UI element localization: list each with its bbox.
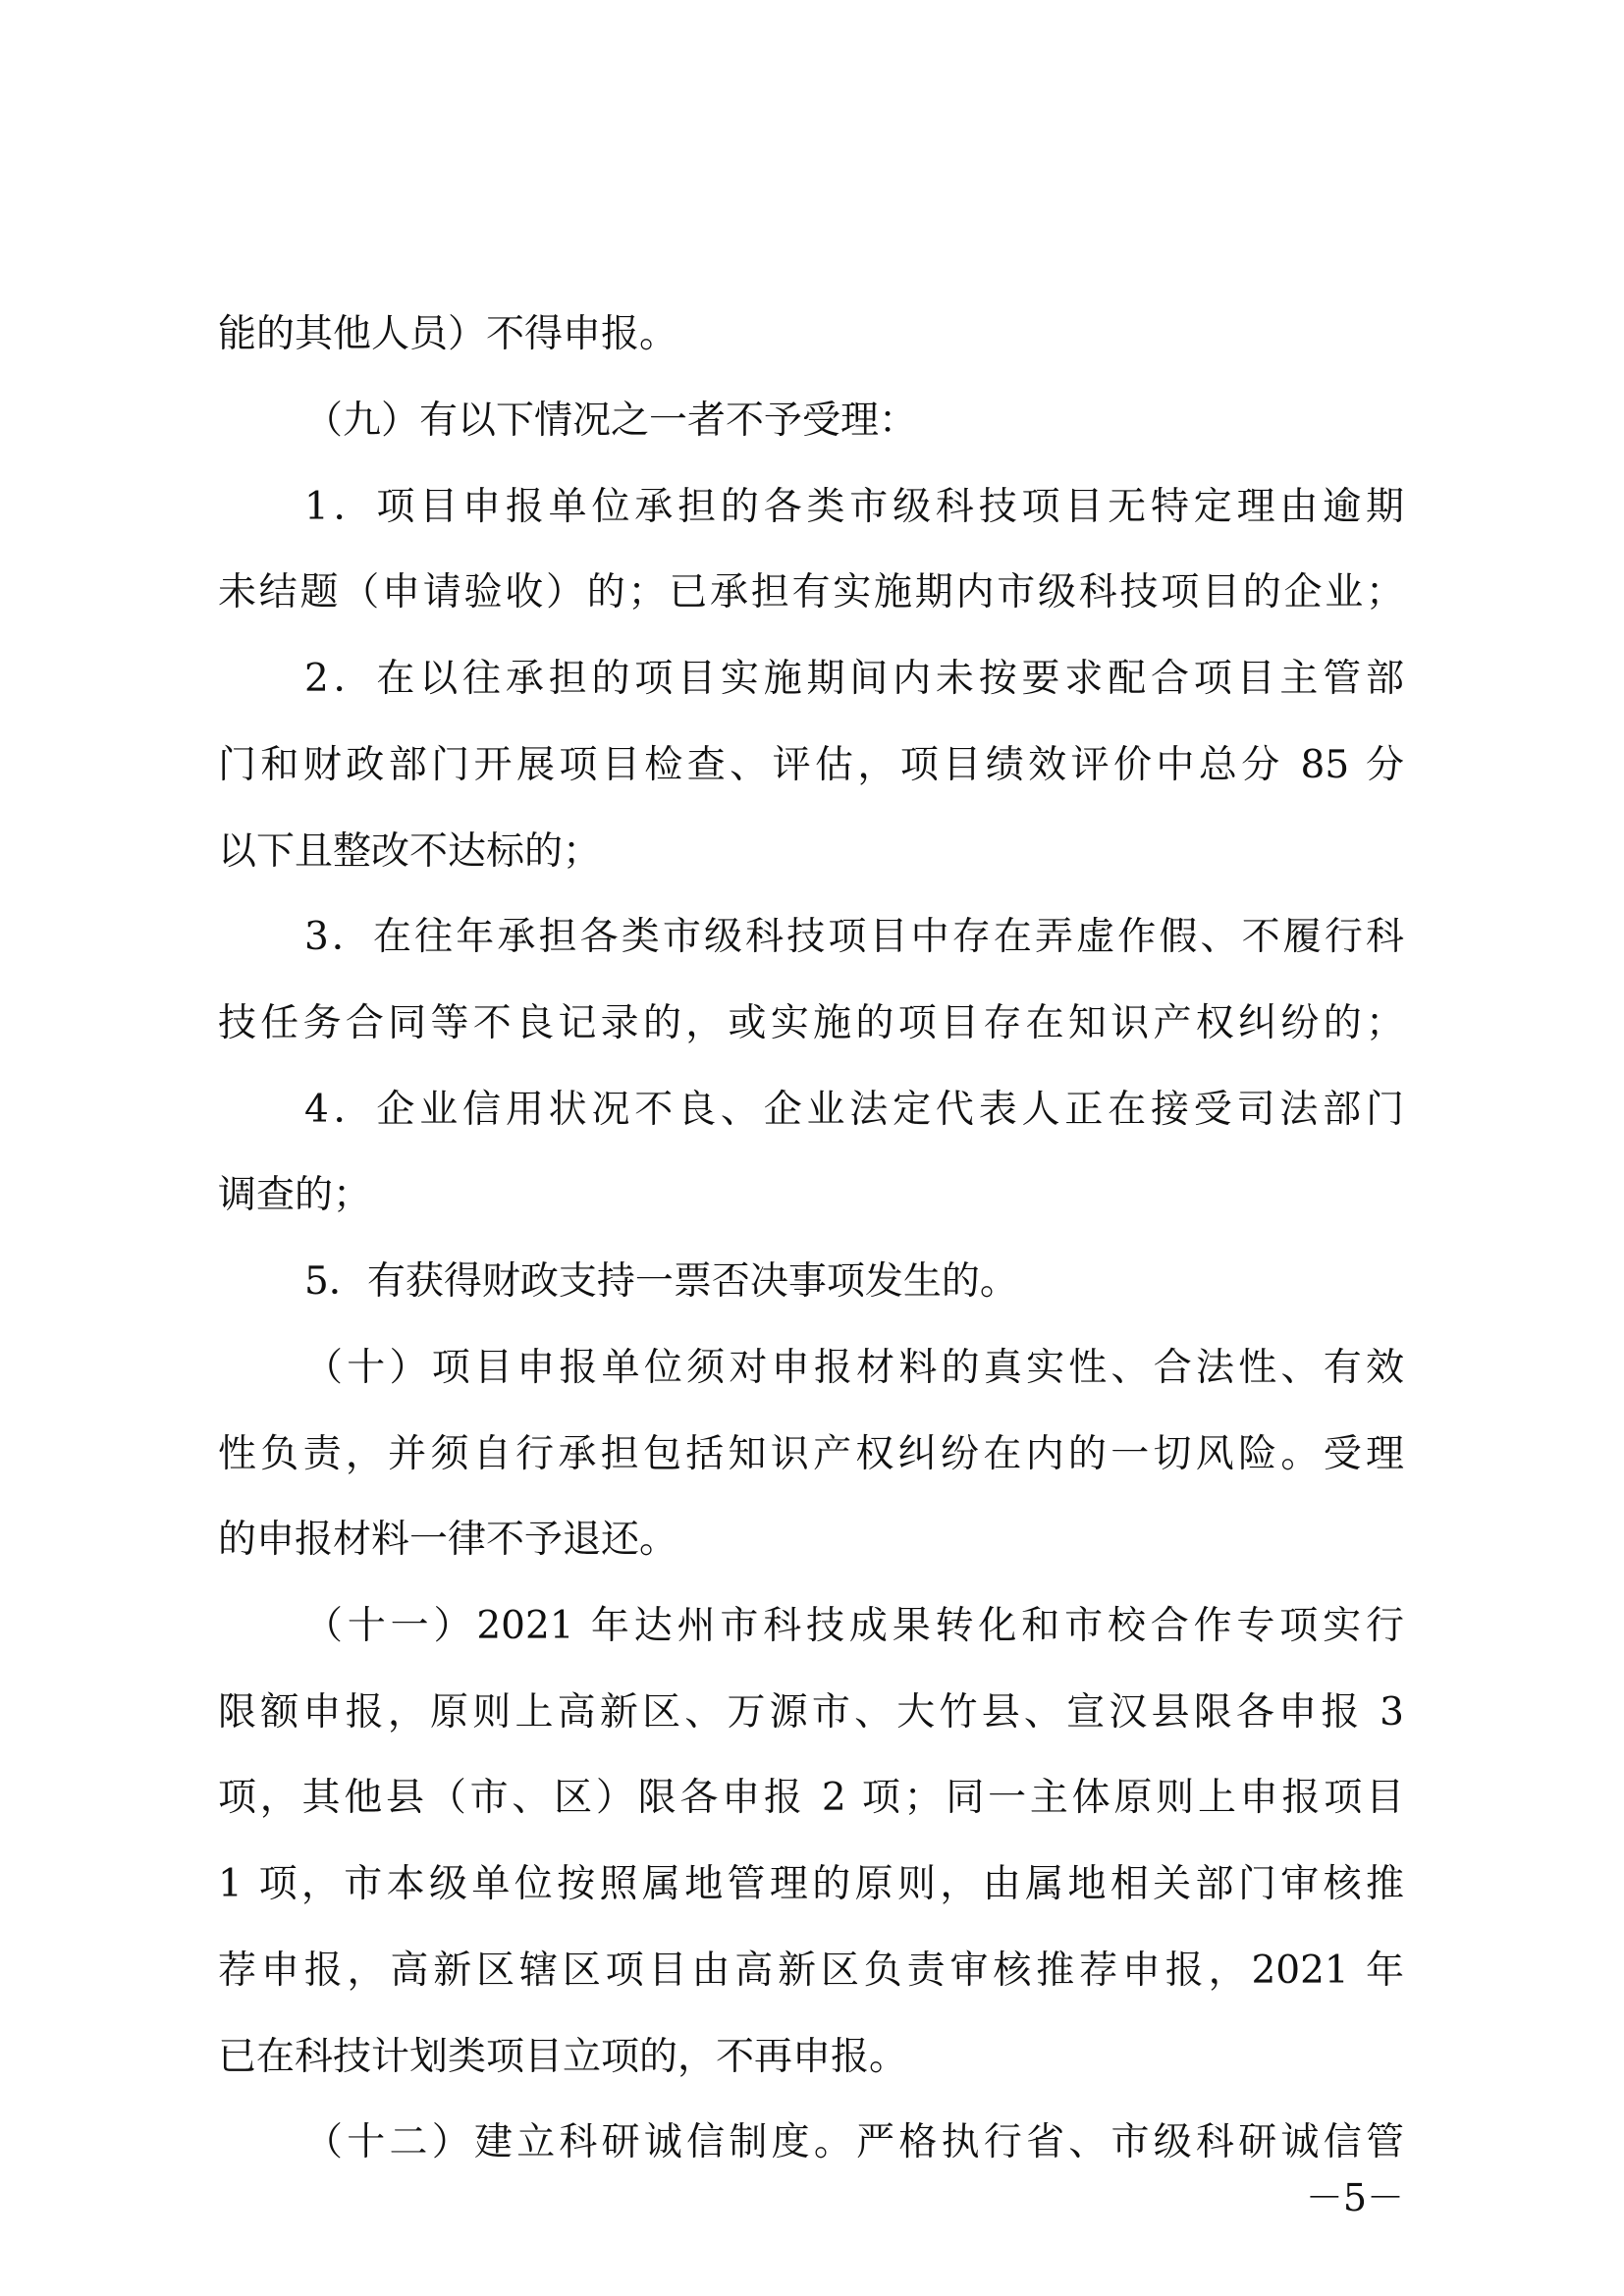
text-line [0, 734, 1624, 797]
text-line [0, 1079, 1624, 1142]
text-line [0, 1940, 1624, 2002]
line-text: 项，其他县（市、区）限各申报 2 项；同一主体原则上申报项目 [218, 1776, 1404, 1820]
text-line [0, 648, 1624, 711]
line-text: 未结题（申请验收）的；已承担有实施期内市级科技项目的企业； [218, 570, 1404, 614]
text-line [0, 2111, 1624, 2174]
page-number: －5－ [1305, 2176, 1404, 2219]
line-text: 已在科技计划类项目立项的，不再申报。 [218, 2035, 908, 2079]
text-line [0, 1251, 1624, 1313]
text-line [0, 2026, 1624, 2089]
line-text: 能的其他人员）不得申报。 [218, 312, 678, 356]
text-line [0, 1595, 1624, 1658]
line-text: 限额申报，原则上高新区、万源市、大竹县、宣汉县限各申报 3 [218, 1690, 1404, 1735]
line-text: （十二）建立科研诚信制度。严格执行省、市级科研诚信管 [304, 2120, 1404, 2164]
text-line [0, 476, 1624, 539]
line-text: 以下且整改不达标的； [218, 829, 602, 874]
line-text: （十一）2021 年达州市科技成果转化和市校合作专项实行 [304, 1604, 1404, 1648]
text-line [0, 1767, 1624, 1830]
text-line [0, 1423, 1624, 1486]
text-line [0, 821, 1624, 883]
line-text: 5．有获得财政支持一票否决事项发生的。 [304, 1259, 1018, 1304]
line-text: 调查的； [218, 1173, 372, 1217]
line-text: 的申报材料一律不予退还。 [218, 1518, 678, 1562]
line-text: 2．在以往承担的项目实施期间内未按要求配合项目主管部 [304, 657, 1404, 701]
text-line [0, 303, 1624, 366]
line-text: 1 项，市本级单位按照属地管理的原则，由属地相关部门审核推 [218, 1862, 1404, 1906]
text-line [0, 992, 1624, 1055]
line-text: （十）项目申报单位须对申报材料的真实性、合法性、有效 [304, 1346, 1404, 1390]
line-text: 荐申报，高新区辖区项目由高新区负责审核推荐申报，2021 年 [218, 1949, 1404, 1993]
line-text: 3．在往年承担各类市级科技项目中存在弄虚作假、不履行科 [304, 915, 1404, 959]
text-line [0, 390, 1624, 453]
text-line [0, 1682, 1624, 1744]
text-line [0, 906, 1624, 969]
text-line [0, 1164, 1624, 1227]
text-line [0, 1337, 1624, 1400]
text-line [0, 561, 1624, 624]
line-text: 性负责，并须自行承担包括知识产权纠纷在内的一切风险。受理 [218, 1432, 1404, 1476]
text-line [0, 1509, 1624, 1572]
line-text: （九）有以下情况之一者不予受理： [304, 399, 918, 443]
line-text: 门和财政部门开展项目检查、评估，项目绩效评价中总分 85 分 [218, 743, 1404, 787]
line-text: 1．项目申报单位承担的各类市级科技项目无特定理由逾期 [304, 485, 1404, 529]
line-text: 技任务合同等不良记录的，或实施的项目存在知识产权纠纷的； [218, 1001, 1404, 1045]
text-line [0, 1853, 1624, 1916]
line-text: 4．企业信用状况不良、企业法定代表人正在接受司法部门 [304, 1088, 1404, 1132]
